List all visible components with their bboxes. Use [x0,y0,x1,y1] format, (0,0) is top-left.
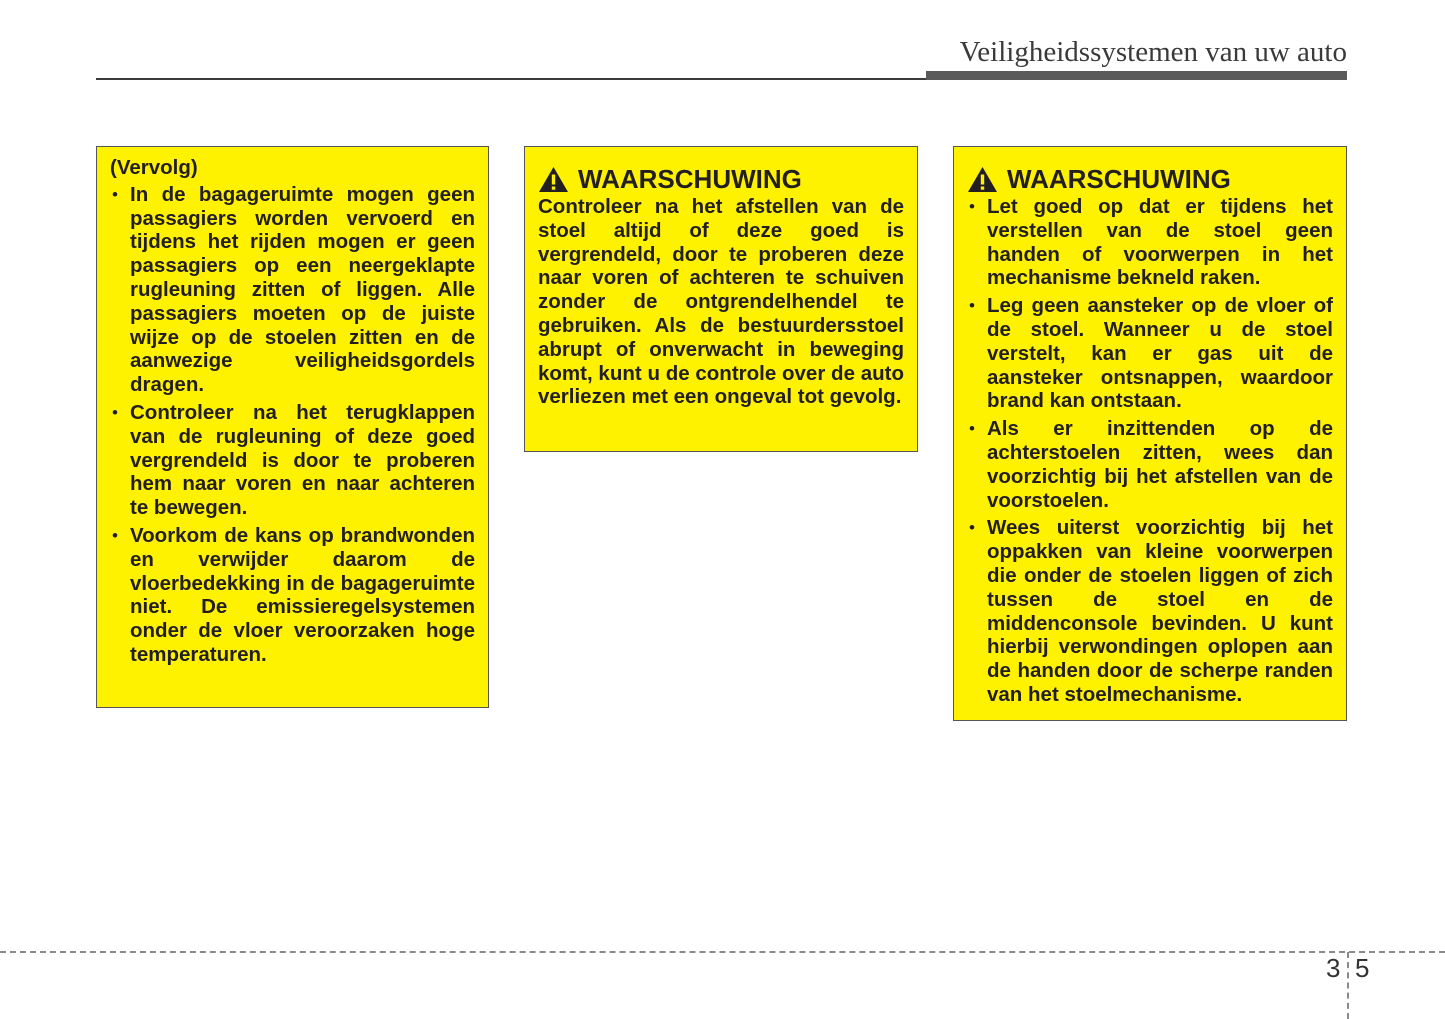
warning-triangle-icon [538,166,569,193]
continued-warning-box [96,146,489,708]
warning-heading [967,164,1333,194]
list-item: • Wees uiterst voorzichtig bij het oppakken van kleine voorwerpen die onder de stoelen liggen of zich tussen de stoel en de middenconsole bevinden. U kunt hierbij verwondingen oplopen aan de handen door de scherpe randen van het stoelmechanisme. [967,516,1333,706]
chapter-number: 3 [1326,953,1341,983]
bullet-list [967,195,1333,707]
list-item: • In de bagageruimte mogen geen passagiers worden vervoerd en tijdens het rijden mogen er geen passagiers op een neergeklapte rugleuning zitten of liggen. Alle passagiers moeten op de juiste wijze op de stoelen zitten en de aanwezige veiligheidsgordels dragen. [110,183,475,397]
list-item: • Let goed op dat er tijdens het verstellen van de stoel geen handen of voorwerpen in het mechanisme bekneld raken. [967,195,1333,290]
warning-heading [538,164,904,194]
list-item: • Leg geen aansteker op de vloer of de stoel. Wanneer u de stoel verstelt, kan er gas uit de aansteker ontsnappen, waardoor brand kan ontstaan. [967,294,1333,413]
seat-adjust-warning-box [953,146,1347,721]
warning-heading-text: WAARSCHUWING [578,164,802,194]
list-item: • Als er inzittenden op de achterstoelen zitten, wees dan voorzichtig bij het afstellen van de voorstoelen. [967,417,1333,512]
header-bar [926,71,1347,80]
header-rule [96,78,926,80]
seat-lock-warning-box [524,146,918,452]
warning-heading-text: WAARSCHUWING [1007,164,1231,194]
list-item: • Voorkom de kans op brandwonden en verwijder daarom de vloerbedekking in de bagageruimte niet. De emissieregelsystemen onder de vloer veroorzaken hoge temperaturen. [110,524,475,667]
footer-page-divider [1347,952,1349,1019]
section-title: Veiligheidssystemen van uw auto [959,36,1347,68]
continued-label: (Vervolg) [110,156,198,179]
page-number: 5 [1355,953,1370,983]
bullet-list [110,183,475,667]
warning-triangle-icon [967,166,998,193]
list-item: • Controleer na het terugklappen van de rugleuning of deze goed vergrendeld is door te proberen hem naar voren en naar achteren te bewegen. [110,401,475,520]
warning-text: Controleer na het afstellen van de stoel altijd of deze goed is vergrendeld, door te proberen deze naar voren of achteren te schuiven zonder de ontgrendelhendel te gebruiken. Als de bestuurdersstoel abrupt of onverwacht in beweging komt, kunt u de controle over de auto verliezen met een ongeval tot gevolg. [538,195,904,409]
footer-dashed-rule [0,951,1445,953]
